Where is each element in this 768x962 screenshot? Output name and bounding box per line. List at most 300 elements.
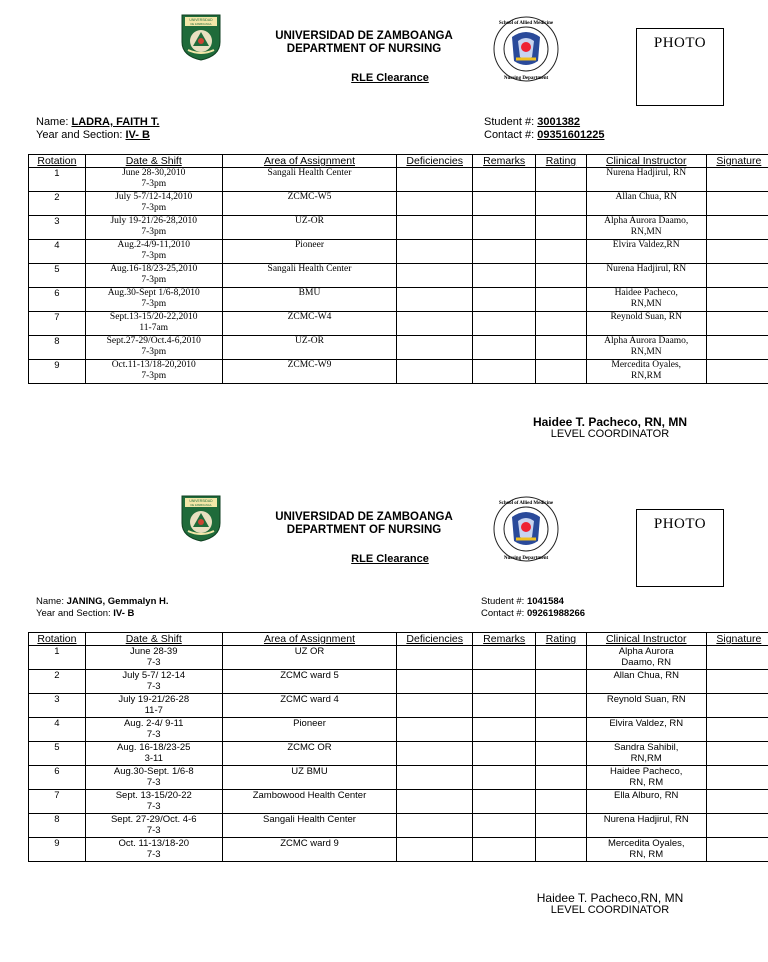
table-row — [29, 694, 768, 718]
date-shift-cell — [85, 312, 222, 336]
column-header: Deficiencies — [397, 155, 473, 168]
date-shift-cell-text: 7-3pm — [141, 251, 167, 261]
remarks-cell — [473, 742, 536, 766]
area-cell-text: UZ BMU — [291, 766, 328, 777]
clinical-instructor-cell — [586, 694, 706, 718]
date-shift-cell — [85, 814, 222, 838]
date-shift-cell-text: 7-3pm — [141, 299, 167, 309]
table-row — [29, 168, 768, 192]
signature-cell — [706, 264, 768, 288]
deficiencies-cell — [397, 216, 473, 240]
student-info-right — [484, 116, 605, 142]
name-label: Name: — [36, 596, 67, 607]
date-shift-cell-text: 7-3 — [146, 825, 161, 836]
area-cell — [222, 646, 397, 670]
signature-cell — [706, 766, 768, 790]
area-cell-text: ZCMC ward 4 — [280, 694, 339, 705]
rotation-cell-text: 6 — [54, 288, 60, 299]
deficiencies-cell — [397, 336, 473, 360]
form-title: RLE Clearance — [351, 553, 429, 565]
rotation-cell — [29, 694, 86, 718]
student-number-line — [481, 596, 585, 608]
area-cell — [222, 694, 397, 718]
deficiencies-cell — [397, 288, 473, 312]
level-coordinator — [500, 416, 720, 440]
date-shift-cell-text: 7-3pm — [141, 371, 167, 381]
clinical-instructor-cell-text: Nurena Hadjirul, RN — [603, 814, 689, 825]
rotation-cell — [29, 312, 86, 336]
date-shift-cell — [85, 264, 222, 288]
remarks-cell — [473, 766, 536, 790]
table-row — [29, 312, 768, 336]
clinical-instructor-cell-text: Elvira Valdez, RN — [609, 718, 684, 729]
date-shift-cell — [85, 766, 222, 790]
level-coordinator — [500, 892, 720, 916]
university-header — [244, 511, 484, 537]
clinical-instructor-cell-text: Daamo, RN — [621, 657, 672, 668]
clinical-instructor-cell-text: Mercedita Oyales, — [607, 838, 685, 849]
signature-cell — [706, 790, 768, 814]
column-header: Remarks — [473, 633, 536, 646]
clinical-instructor-cell — [586, 646, 706, 670]
column-header: Remarks — [473, 155, 536, 168]
rotation-cell-text: 1 — [54, 168, 60, 179]
svg-text:Nursing Department: Nursing Department — [503, 76, 549, 81]
column-header: Area of Assignment — [222, 633, 397, 646]
clinical-instructor-cell — [586, 336, 706, 360]
clinical-instructor-cell-text: Nurena Hadjirul, RN — [606, 168, 687, 178]
form-title: RLE Clearance — [351, 72, 429, 84]
rating-cell — [536, 718, 587, 742]
area-cell — [222, 192, 397, 216]
clinical-instructor-cell-text: Elvira Valdez,RN — [612, 240, 680, 250]
svg-text:UNIVERSIDAD: UNIVERSIDAD — [189, 499, 213, 503]
signature-cell — [706, 670, 768, 694]
signature-cell — [706, 838, 768, 862]
remarks-cell — [473, 312, 536, 336]
rotation-cell — [29, 766, 86, 790]
remarks-cell — [473, 168, 536, 192]
remarks-cell — [473, 216, 536, 240]
rating-cell — [536, 814, 587, 838]
remarks-cell — [473, 838, 536, 862]
table-row — [29, 838, 768, 862]
clinical-instructor-cell-text: Alpha Aurora Daamo, — [604, 216, 689, 226]
column-header: Rotation — [29, 633, 86, 646]
rotation-cell-text: 7 — [54, 312, 60, 323]
table-row — [29, 336, 768, 360]
rotation-table — [28, 632, 768, 862]
nursing-department-seal-icon — [492, 495, 560, 563]
rotation-cell — [29, 670, 86, 694]
table-row — [29, 718, 768, 742]
student-number: 3001382 — [537, 116, 581, 128]
rotation-cell-text: 8 — [54, 814, 60, 825]
deficiencies-cell — [397, 814, 473, 838]
date-shift-cell — [85, 360, 222, 384]
table-row — [29, 360, 768, 384]
svg-text:UNIVERSIDAD: UNIVERSIDAD — [189, 18, 213, 22]
rating-cell — [536, 240, 587, 264]
date-shift-cell — [85, 694, 222, 718]
remarks-cell — [473, 694, 536, 718]
signature-cell — [706, 240, 768, 264]
student-number: 1041584 — [526, 596, 564, 607]
table-row — [29, 240, 768, 264]
name-label: Name: — [36, 116, 72, 128]
table-row — [29, 814, 768, 838]
deficiencies-cell — [397, 670, 473, 694]
date-shift-cell — [85, 742, 222, 766]
clinical-instructor-cell — [586, 814, 706, 838]
rotation-cell — [29, 288, 86, 312]
clinical-instructor-cell-text: Reynold Suan, RN — [610, 312, 682, 322]
date-shift-cell-text: 11-7am — [139, 323, 169, 333]
remarks-cell — [473, 240, 536, 264]
rotation-cell-text: 4 — [54, 718, 60, 729]
area-cell — [222, 240, 397, 264]
date-shift-cell-text: 7-3pm — [141, 347, 167, 357]
date-shift-cell-text: 7-3pm — [141, 275, 167, 285]
name-line — [36, 596, 169, 608]
clinical-instructor-cell-text: RN,MN — [630, 299, 662, 309]
date-shift-cell-text: Oct. 11-13/18-20 — [118, 838, 190, 849]
student-name: JANING, Gemmalyn H. — [66, 596, 169, 607]
date-shift-cell — [85, 192, 222, 216]
university-header — [244, 30, 484, 56]
clinical-instructor-cell — [586, 168, 706, 192]
date-shift-cell — [85, 718, 222, 742]
date-shift-cell-text: 7-3 — [146, 657, 161, 668]
signature-cell — [706, 646, 768, 670]
rotation-cell-text: 3 — [54, 694, 60, 705]
deficiencies-cell — [397, 192, 473, 216]
signature-cell — [706, 694, 768, 718]
rotation-cell — [29, 360, 86, 384]
rating-cell — [536, 336, 587, 360]
column-header: Signature — [706, 633, 768, 646]
date-shift-cell-text: Aug. 2-4/ 9-11 — [123, 718, 184, 729]
remarks-cell — [473, 336, 536, 360]
column-header: Signature — [706, 155, 768, 168]
date-shift-cell-text: 7-3 — [146, 729, 161, 740]
contact-label: Contact #: — [481, 608, 527, 619]
contact-line — [481, 608, 585, 620]
remarks-cell — [473, 192, 536, 216]
rating-cell — [536, 192, 587, 216]
section-value: IV- B — [125, 129, 150, 141]
column-header: Clinical Instructor — [586, 633, 706, 646]
table-row — [29, 766, 768, 790]
date-shift-cell-text: June 28-39 — [129, 646, 178, 657]
area-cell-text: BMU — [298, 288, 321, 298]
university-name: UNIVERSIDAD DE ZAMBOANGA — [275, 30, 453, 42]
area-cell-text: ZCMC-W5 — [287, 192, 332, 202]
signature-cell — [706, 216, 768, 240]
table-row — [29, 216, 768, 240]
rating-cell — [536, 168, 587, 192]
coordinator-name: Haidee T. Pacheco,RN, MN — [536, 891, 684, 905]
date-shift-cell-text: Aug.16-18/23-25,2010 — [110, 264, 198, 274]
column-header: Clinical Instructor — [586, 155, 706, 168]
deficiencies-cell — [397, 168, 473, 192]
area-cell-text: Sangali Health Center — [263, 814, 356, 825]
area-cell — [222, 718, 397, 742]
signature-cell — [706, 814, 768, 838]
area-cell — [222, 336, 397, 360]
remarks-cell — [473, 288, 536, 312]
table-row — [29, 288, 768, 312]
date-shift-cell-text: 11-7 — [144, 705, 163, 716]
clinical-instructor-cell — [586, 216, 706, 240]
area-cell-text: ZCMC ward 5 — [280, 670, 339, 681]
rating-cell — [536, 742, 587, 766]
deficiencies-cell — [397, 766, 473, 790]
photo-label: PHOTO — [653, 35, 707, 51]
svg-text:DE ZAMBOANGA: DE ZAMBOANGA — [190, 23, 212, 26]
deficiencies-cell — [397, 264, 473, 288]
rotation-cell — [29, 168, 86, 192]
clinical-instructor-cell — [586, 670, 706, 694]
rotation-cell-text: 3 — [54, 216, 60, 227]
rotation-cell — [29, 838, 86, 862]
rating-cell — [536, 312, 587, 336]
clinical-instructor-cell-text: Mercedita Oyales, — [611, 360, 682, 370]
rotation-cell — [29, 216, 86, 240]
rotation-cell — [29, 814, 86, 838]
remarks-cell — [473, 790, 536, 814]
clinical-instructor-cell — [586, 766, 706, 790]
date-shift-cell-text: 3-11 — [144, 753, 163, 764]
date-shift-cell-text: Sept.13-15/20-22,2010 — [109, 312, 198, 322]
clinical-instructor-cell — [586, 312, 706, 336]
signature-cell — [706, 168, 768, 192]
area-cell — [222, 216, 397, 240]
student-number-label: Student #: — [484, 116, 538, 128]
area-cell — [222, 168, 397, 192]
clinical-instructor-cell — [586, 264, 706, 288]
date-shift-cell-text: July 5-7/ 12-14 — [122, 670, 186, 681]
contact-line — [484, 129, 605, 142]
area-cell-text: Zambowood Health Center — [252, 790, 367, 801]
contact-number: 09351601225 — [537, 129, 605, 141]
student-info-left — [36, 596, 169, 620]
clinical-instructor-cell-text: Allan Chua, RN — [613, 670, 679, 681]
rotation-cell-text: 6 — [54, 766, 60, 777]
column-header: Rating — [536, 633, 587, 646]
rotation-cell — [29, 790, 86, 814]
rating-cell — [536, 790, 587, 814]
remarks-cell — [473, 670, 536, 694]
svg-text:Nursing Department: Nursing Department — [503, 556, 549, 561]
date-shift-cell-text: 7-3pm — [141, 227, 167, 237]
date-shift-cell — [85, 216, 222, 240]
clinical-instructor-cell-text: RN, RM — [629, 849, 664, 860]
remarks-cell — [473, 264, 536, 288]
department-name: DEPARTMENT OF NURSING — [286, 524, 442, 536]
clinical-instructor-cell-text: Ella Alburo, RN — [614, 790, 679, 801]
rotation-cell-text: 9 — [54, 360, 60, 371]
rotation-cell-text: 9 — [54, 838, 60, 849]
deficiencies-cell — [397, 742, 473, 766]
date-shift-cell-text: June 28-30,2010 — [122, 168, 186, 178]
section-line — [36, 608, 169, 620]
date-shift-cell — [85, 838, 222, 862]
rotation-cell-text: 8 — [54, 336, 60, 347]
nursing-department-seal-icon — [492, 15, 560, 83]
rotation-cell-text: 7 — [54, 790, 60, 801]
remarks-cell — [473, 646, 536, 670]
clinical-instructor-cell-text: RN,MN — [630, 227, 662, 237]
area-cell-text: Pioneer — [293, 718, 326, 729]
date-shift-cell-text: 7-3 — [146, 777, 161, 788]
table-header — [29, 633, 768, 646]
clinical-instructor-cell-text: RN,RM — [630, 753, 662, 764]
column-header: Date & Shift — [85, 155, 222, 168]
rotation-cell-text: 4 — [54, 240, 60, 251]
date-shift-cell-text: Aug.2-4/9-11,2010 — [117, 240, 190, 250]
deficiencies-cell — [397, 240, 473, 264]
signature-cell — [706, 360, 768, 384]
table-row — [29, 264, 768, 288]
area-cell-text: Pioneer — [294, 240, 324, 250]
deficiencies-cell — [397, 312, 473, 336]
student-number-line — [484, 116, 605, 129]
rating-cell — [536, 646, 587, 670]
area-cell-text: UZ-OR — [294, 336, 324, 346]
table-header — [29, 155, 768, 168]
date-shift-cell — [85, 646, 222, 670]
rating-cell — [536, 694, 587, 718]
rotation-cell-text: 5 — [54, 264, 60, 275]
area-cell — [222, 790, 397, 814]
area-cell — [222, 264, 397, 288]
rating-cell — [536, 264, 587, 288]
deficiencies-cell — [397, 790, 473, 814]
coordinator-title: LEVEL COORDINATOR — [550, 428, 670, 440]
rotation-cell — [29, 718, 86, 742]
rotation-cell — [29, 646, 86, 670]
clinical-instructor-cell-text: Nurena Hadjirul, RN — [606, 264, 687, 274]
table-row — [29, 192, 768, 216]
rotation-cell-text: 1 — [54, 646, 60, 657]
rating-cell — [536, 838, 587, 862]
date-shift-cell — [85, 168, 222, 192]
clinical-instructor-cell — [586, 718, 706, 742]
signature-cell — [706, 312, 768, 336]
svg-text:School of Allied Medicine: School of Allied Medicine — [498, 501, 554, 506]
rotation-cell — [29, 240, 86, 264]
university-name: UNIVERSIDAD DE ZAMBOANGA — [275, 511, 453, 523]
deficiencies-cell — [397, 646, 473, 670]
clinical-instructor-cell-text: Haidee Pacheco, — [614, 288, 678, 298]
deficiencies-cell — [397, 718, 473, 742]
area-cell-text: UZ OR — [294, 646, 325, 657]
rotation-cell — [29, 742, 86, 766]
area-cell — [222, 838, 397, 862]
rotation-cell — [29, 192, 86, 216]
area-cell-text: UZ-OR — [294, 216, 324, 226]
area-cell — [222, 670, 397, 694]
date-shift-cell — [85, 240, 222, 264]
area-cell — [222, 766, 397, 790]
photo-label: PHOTO — [653, 516, 707, 532]
area-cell-text: ZCMC OR — [287, 742, 332, 753]
area-cell-text: ZCMC-W9 — [287, 360, 332, 370]
remarks-cell — [473, 718, 536, 742]
column-header: Rotation — [29, 155, 86, 168]
section-value: IV- B — [113, 608, 135, 619]
clinical-instructor-cell-text: RN, RM — [629, 777, 664, 788]
rating-cell — [536, 288, 587, 312]
date-shift-cell-text: Aug.30-Sept 1/6-8,2010 — [107, 288, 200, 298]
svg-text:School of Allied Medicine: School of Allied Medicine — [498, 21, 554, 26]
deficiencies-cell — [397, 360, 473, 384]
clinical-instructor-cell-text: Reynold Suan, RN — [606, 694, 686, 705]
date-shift-cell-text: July 19-21/26-28,2010 — [110, 216, 198, 226]
date-shift-cell — [85, 790, 222, 814]
clinical-instructor-cell — [586, 192, 706, 216]
coordinator-title: LEVEL COORDINATOR — [550, 904, 670, 916]
rotation-table — [28, 154, 768, 384]
column-header: Date & Shift — [85, 633, 222, 646]
signature-cell — [706, 192, 768, 216]
rating-cell — [536, 216, 587, 240]
area-cell-text: Sangali Health Center — [267, 168, 352, 178]
university-seal-icon — [176, 493, 226, 543]
section-line — [36, 129, 159, 142]
date-shift-cell-text: Aug.30-Sept. 1/6-8 — [113, 766, 194, 777]
deficiencies-cell — [397, 838, 473, 862]
photo-box — [636, 509, 724, 587]
section-label: Year and Section: — [36, 129, 126, 141]
name-line — [36, 116, 159, 129]
rating-cell — [536, 766, 587, 790]
clinical-instructor-cell-text: RN,MN — [630, 347, 662, 357]
area-cell — [222, 288, 397, 312]
column-header: Deficiencies — [397, 633, 473, 646]
remarks-cell — [473, 814, 536, 838]
clinical-instructor-cell-text: Allan Chua, RN — [615, 192, 677, 202]
signature-cell — [706, 336, 768, 360]
table-row — [29, 742, 768, 766]
date-shift-cell-text: July 19-21/26-28 — [118, 694, 190, 705]
date-shift-cell-text: Oct.11-13/18-20,2010 — [111, 360, 196, 370]
rating-cell — [536, 360, 587, 384]
date-shift-cell — [85, 670, 222, 694]
date-shift-cell-text: 7-3 — [146, 849, 161, 860]
area-cell — [222, 814, 397, 838]
date-shift-cell-text: Sept. 27-29/Oct. 4-6 — [110, 814, 197, 825]
column-header: Rating — [536, 155, 587, 168]
remarks-cell — [473, 360, 536, 384]
clinical-instructor-cell — [586, 240, 706, 264]
university-seal-icon — [176, 12, 226, 62]
photo-box — [636, 28, 724, 106]
rotation-cell-text: 2 — [54, 670, 60, 681]
student-name: LADRA, FAITH T. — [71, 116, 160, 128]
department-name: DEPARTMENT OF NURSING — [286, 43, 442, 55]
column-header: Area of Assignment — [222, 155, 397, 168]
clinical-instructor-cell-text: Alpha Aurora — [618, 646, 674, 657]
clinical-instructor-cell-text: Alpha Aurora Daamo, — [604, 336, 689, 346]
coordinator-name: Haidee T. Pacheco, RN, MN — [532, 415, 688, 429]
date-shift-cell-text: Aug. 16-18/23-25 — [117, 742, 191, 753]
clinical-instructor-cell — [586, 790, 706, 814]
date-shift-cell-text: 7-3 — [146, 681, 161, 692]
contact-label: Contact #: — [484, 129, 538, 141]
clinical-instructor-cell — [586, 360, 706, 384]
